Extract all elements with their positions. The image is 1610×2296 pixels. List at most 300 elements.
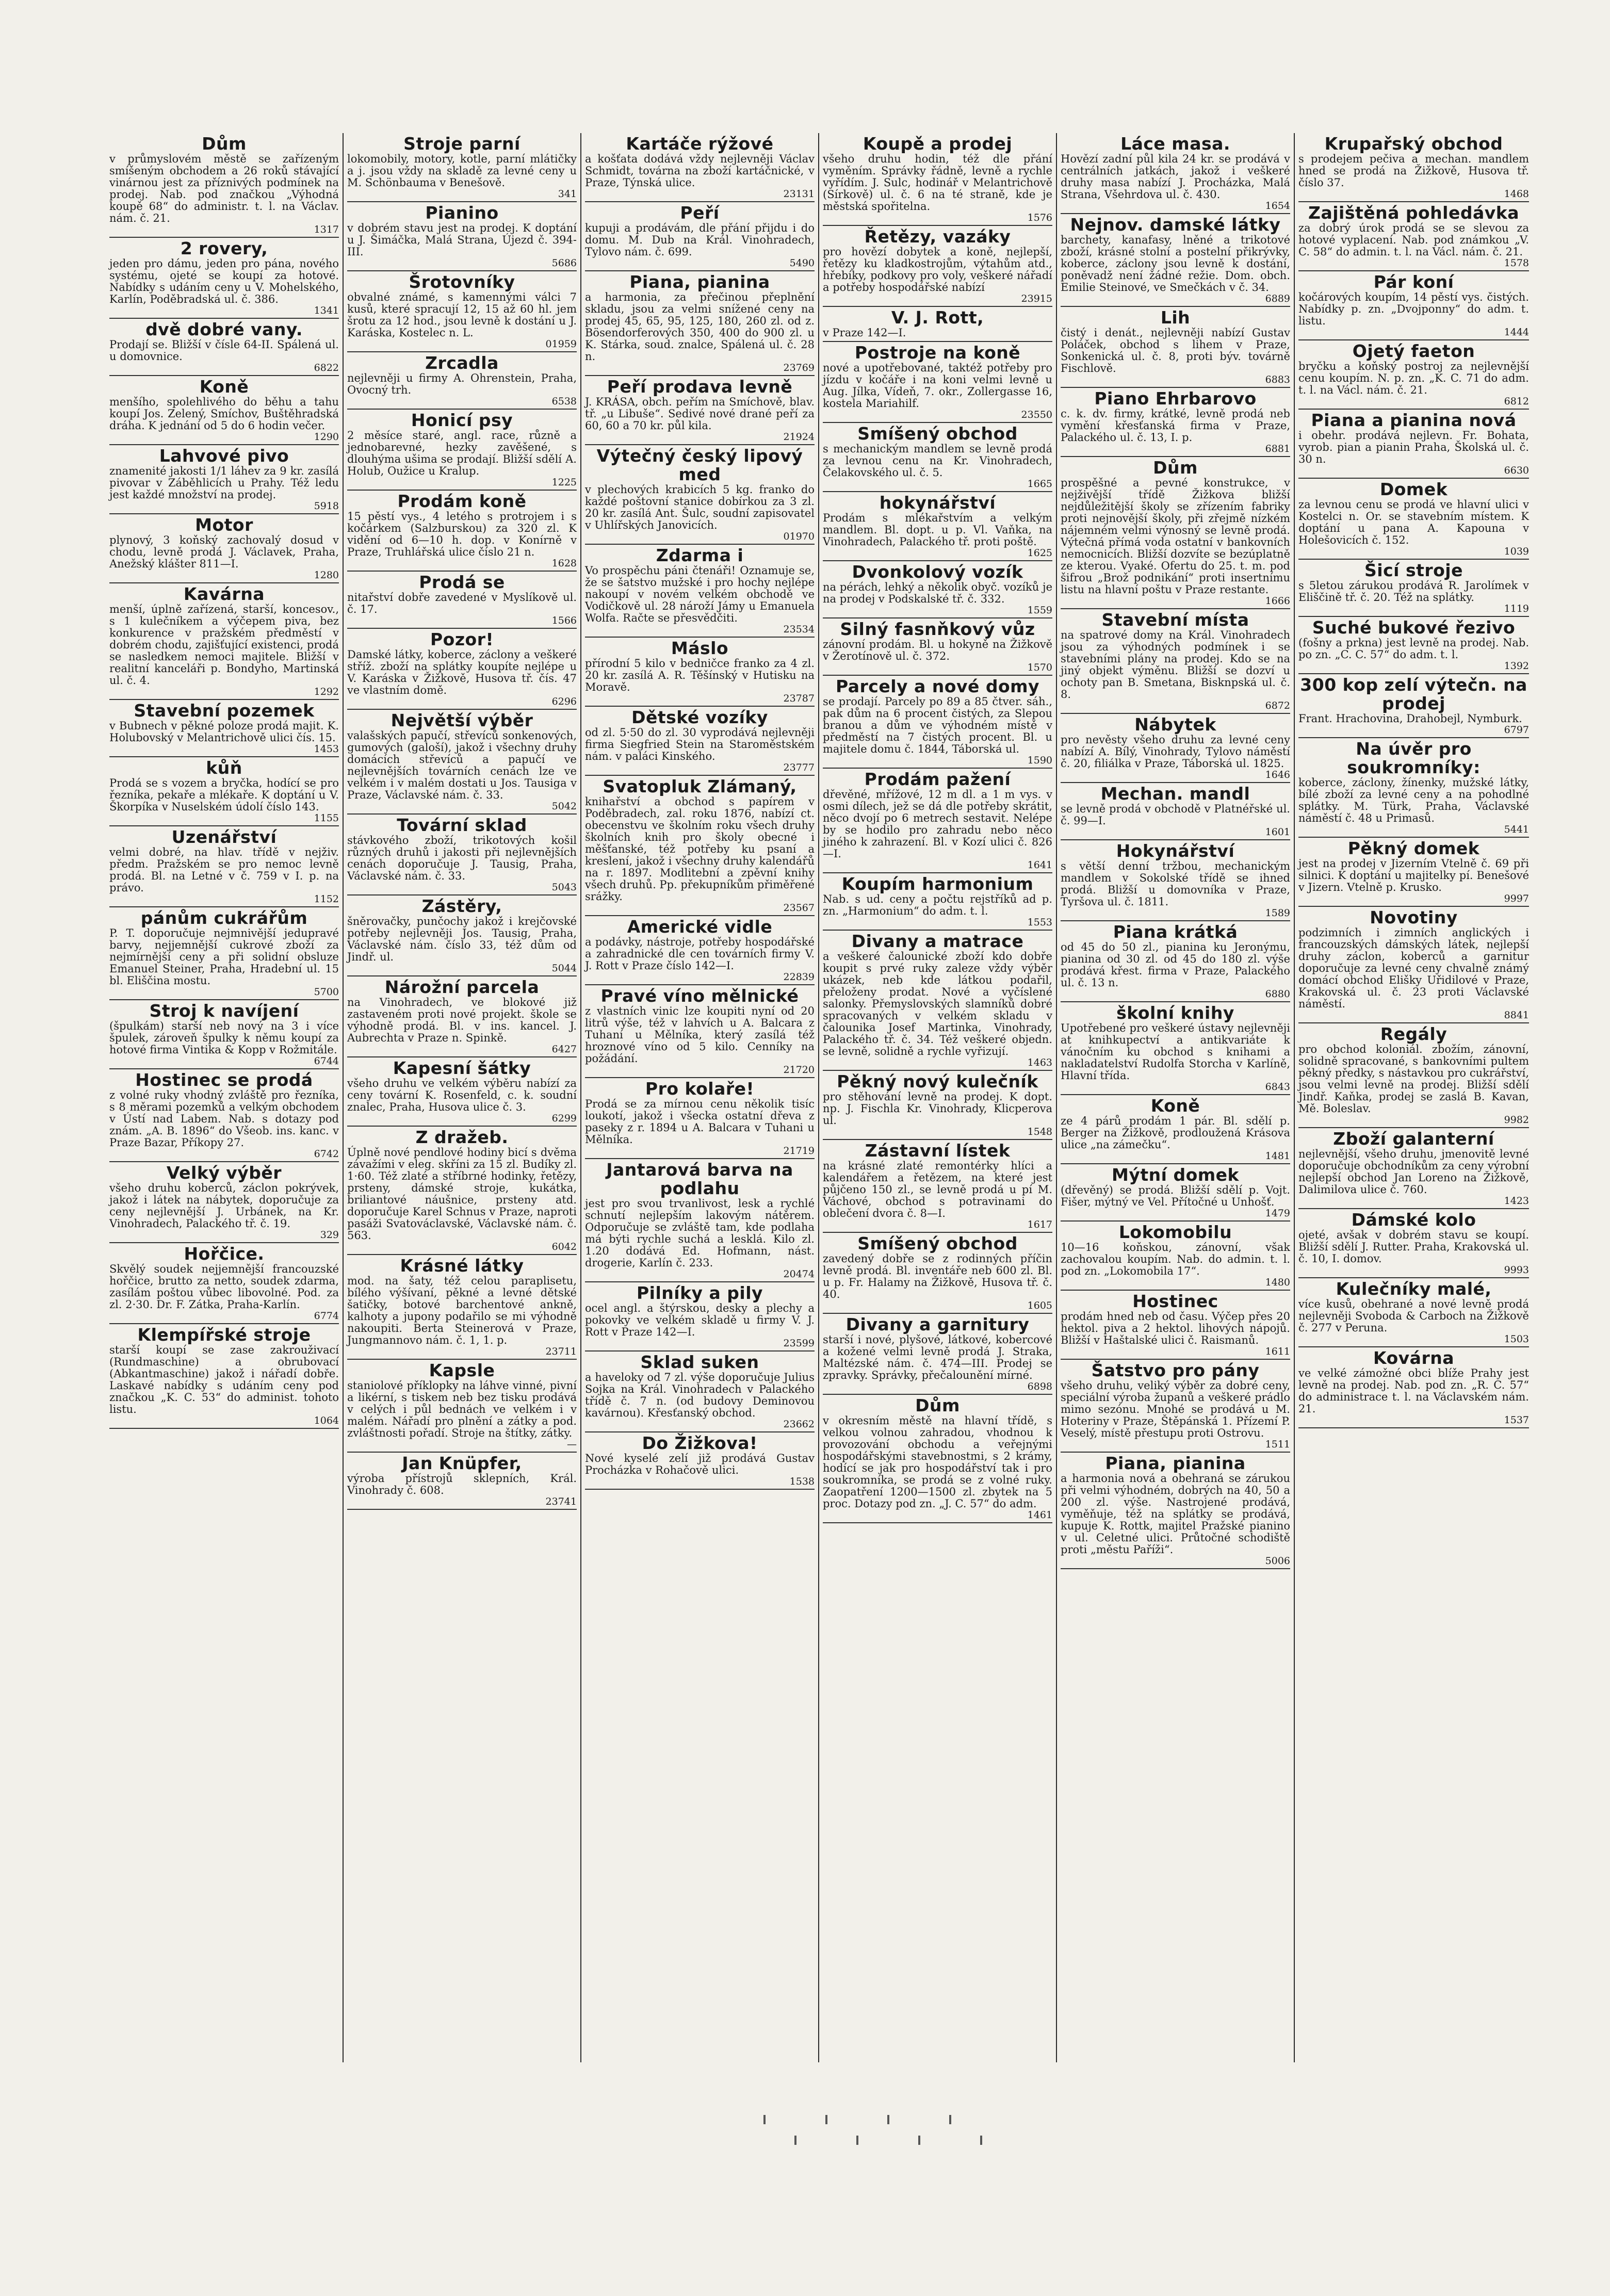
ad-body: nitařství dobře zavedené v Myslíkově ul. č. 17. <box>347 591 577 615</box>
classified-ad <box>1298 410 1529 479</box>
ad-number: 6774 <box>314 1310 339 1322</box>
bottom-scan-marks <box>763 2115 1073 2218</box>
ad-body: výroba přístrojů sklepních, Král. Vinohrady č. 608. <box>347 1472 577 1496</box>
ad-body: (dřevěný) se prodá. Bližší sdělí p. Vojt. Fišer, mýtný ve Vel. Přítočné u Unhošť. <box>1061 1184 1290 1208</box>
ad-number: 1601 <box>1265 826 1290 838</box>
classified-ad <box>109 583 339 700</box>
ad-body: Prodá se za mírnou cenu několik tisíc loukotí, jakož i všecka ostatní dřeva z paseky z r. 1894 u A. Balcara v Tuhani u Mělníka. <box>585 1098 815 1146</box>
ad-number: 22839 <box>783 971 815 983</box>
ad-body: v průmyslovém městě se zařízeným smíšeným obchodem a 26 roků stávající vinárnou jest za příznivých podmínek na prodej. Nab. pod značkou „Výhodná koupě 68“ do administr. t. l. na Václav. nám. č. 21. <box>109 153 339 224</box>
ad-body: ocel angl. a štýrskou, desky a plechy a pokovky ve velkém skladě u firmy V. J. Rott v Praze 142—I. <box>585 1302 815 1338</box>
ad-title: Piana a pianina nová <box>1311 410 1517 430</box>
ad-title: Jantarová barva na podlahu <box>606 1160 793 1198</box>
ad-title: Výtečný český lipový med <box>596 446 803 484</box>
ad-title: Dětské vozíky <box>631 707 768 727</box>
ad-number: 6299 <box>551 1113 577 1124</box>
ad-number: 23599 <box>783 1338 815 1349</box>
ad-body: Damské látky, koberce, záclony a veškeré stříž. zboží na splátky koupíte nejlépe u V. Karáska v Žižkově, Husova tř. čís. 47 ve vlastním domě. <box>347 648 577 696</box>
ad-title: Stroj k navíjení <box>149 1001 299 1021</box>
ad-body: 10—16 koňskou, zánovní, však zachovalou koupím. Nab. do admin. t. l. pod zn. „Lokomobila 17“. <box>1061 1241 1290 1277</box>
advertisement-columns <box>106 133 1534 2062</box>
classified-ad <box>347 1127 577 1255</box>
ad-number: 1576 <box>1027 212 1052 223</box>
ad-number: 1641 <box>1027 859 1052 871</box>
classified-ad <box>1298 1128 1529 1209</box>
ad-title: V. J. Rott, <box>891 307 984 328</box>
ad-body: s 5letou zárukou prodává R. Jarolímek v Eliščině tř. č. 20. Též na splátky. <box>1298 579 1529 604</box>
ad-body: ve velké zámožné obci blíže Prahy jest levně na prodej. Nab. pod zn. „R. C. 57“ do administrace t. l. na Václavském nám. 21. <box>1298 1367 1529 1415</box>
ad-title: Honicí psy <box>411 410 513 430</box>
ad-title: Pianino <box>425 203 499 223</box>
classified-ad <box>823 1233 1052 1314</box>
classified-ad <box>109 1162 339 1243</box>
ad-number: 5490 <box>789 257 815 269</box>
classified-ad <box>1061 307 1290 388</box>
ad-number: 1538 <box>789 1476 815 1487</box>
ad-title: Šicí stroje <box>1364 560 1463 580</box>
ad-body: na spatrové domy na Král. Vinohradech jsou za výhodných podmínek i se stavebními plány na prodej. Kdo se na jiný objekt výměnu. Bližší se dozví u ochoty pan B. Smetana, Bisknpská ul. č. 8. <box>1061 629 1290 701</box>
classified-ad <box>109 826 339 907</box>
scan-mark <box>825 2115 827 2124</box>
ad-title: školní knihy <box>1116 1003 1234 1023</box>
ad-number: 1292 <box>314 686 339 697</box>
ad-title: Hostinec <box>1132 1291 1218 1311</box>
ad-title: Kulečníky malé, <box>1336 1279 1492 1299</box>
ad-body: Vo prospěchu páni čtenáři! Oznamuje se, že se šatstvo mužské i pro hochy nejlépe nakoupí v novém velkém obchodě ve Vodičkově ul. 28 nároží Jámy u Emanuela Wolfa. Račte se přesvědčiti. <box>585 564 815 624</box>
classified-ad <box>1298 838 1529 907</box>
ad-number: 1566 <box>551 615 577 626</box>
classified-ad <box>1061 1095 1290 1164</box>
ad-title: Zdarma i <box>656 545 744 565</box>
classified-ad <box>585 1078 815 1159</box>
ad-number: 341 <box>558 188 577 200</box>
ad-body: všeho druhu ve velkém výběru nabízí za ceny tovární K. Rosenfeld, c. k. soudní znalec, Praha, Husova ulice č. 3. <box>347 1077 577 1113</box>
ad-title: Mýtní domek <box>1112 1165 1239 1185</box>
ad-body: koberce, záclony, žínenky, mužské látky, bílé zboží za levné ceny a na pohodlné splátky. M. Türk, Praha, Václavské náměstí č. 48 u Primasů. <box>1298 776 1529 824</box>
ad-title: Silný fasnňkový vůz <box>840 619 1035 639</box>
ad-title: dvě dobré vany. <box>145 319 303 339</box>
ad-title: Řetězy, vazáky <box>864 226 1011 247</box>
ad-number: 6296 <box>551 696 577 707</box>
ad-title: Láce masa. <box>1120 134 1230 154</box>
ad-number: 1481 <box>1265 1150 1290 1162</box>
ad-title: Motor <box>195 515 253 535</box>
ad-title: Piana, pianina <box>1105 1453 1246 1473</box>
classified-ad <box>1061 1222 1290 1291</box>
ad-number: 1444 <box>1504 327 1529 338</box>
classified-ad <box>585 1282 815 1351</box>
ad-number: 23741 <box>545 1496 577 1507</box>
ad-number: 5918 <box>314 500 339 512</box>
ad-number: 21719 <box>783 1145 815 1157</box>
ad-number: 1423 <box>1504 1195 1529 1207</box>
classified-ad <box>347 710 577 815</box>
ad-number: 1317 <box>314 224 339 235</box>
ad-number: 1155 <box>314 812 339 824</box>
ad-number: 1548 <box>1027 1126 1052 1137</box>
ad-body: Frant. Hrachovina, Drahobejl, Nymburk. <box>1298 712 1522 725</box>
classified-ad <box>823 1071 1052 1140</box>
ad-body: valašských papučí, střevíců sonkenových, gumových (galoší), jakož i všechny druhy domácích střevíců a papučí ve nejlevnějších továrních cenách lze ve velkém i v malém dostati u Jos. Tausiga v Praze, Václavské nám. č. 33. <box>347 729 577 801</box>
classified-ad <box>1298 617 1529 674</box>
ad-number: 20474 <box>783 1268 815 1280</box>
ad-body: v okresním městě na hlavní třídě, s velkou volnou zahradou, vhodnou k provozování obchodu a veřejnými hospodářskými stavebnostmi, s 2 krámy, hodící se jak pro hospodářství tak i pro soukromníka, se prodá se z volné ruky. Zaopatření 1200—1500 zl. zbytek na 5 proc. Dotazy pod zn. „J. C. 57“ do adm. <box>823 1414 1052 1510</box>
ad-number: 21720 <box>783 1064 815 1076</box>
ad-title: Stroje parní <box>403 134 521 154</box>
ad-title: Koupím harmonium <box>841 874 1034 894</box>
ad-title: Domek <box>1379 479 1448 499</box>
ad-number: 1559 <box>1027 605 1052 616</box>
classified-ad <box>347 572 577 629</box>
ad-body: obvalné známé, s kamennými válci 7 kusů, které spracují 12, 15 až 60 hl. jem šrotu za 12 hod., jsou levně k dostání u J. Karáska, Kostelec n. L. <box>347 291 577 339</box>
ad-number: 1646 <box>1265 769 1290 780</box>
ad-title: pánům cukrářům <box>140 908 308 928</box>
classified-ad <box>585 916 815 985</box>
ad-body: i obehr. prodává nejlevn. Fr. Bohata, vyrob. pian a pianin Praha, Školská ul. č. 30 n. <box>1298 429 1529 465</box>
ad-number: 6872 <box>1265 700 1290 711</box>
ad-body: 2 měsíce staré, angl. race, různě a jednobarevné, hezky zavěšené, s dlouhýma ušima se prodají. Bližší sdělí A. Holub, Oužice u Kralup. <box>347 429 577 477</box>
ad-number: 23662 <box>783 1419 815 1430</box>
classified-ad <box>585 707 815 776</box>
classified-ad <box>1298 1347 1529 1428</box>
classified-ad <box>1061 214 1290 307</box>
classified-ad <box>585 545 815 638</box>
ad-number: 6630 <box>1504 465 1529 476</box>
ad-title: Jan Knüpfer, <box>402 1453 522 1473</box>
classified-ad <box>347 1255 577 1360</box>
ad-body: více kusů, obehrané a nové levně prodá nejlevněji Svoboda & Carboch na Žižkově č. 277 v Peruna. <box>1298 1298 1529 1334</box>
ad-body: ze 4 párů prodám 1 pár. Bl. sdělí p. Berger na Žižkově, prodloužená Krásova ulice „na zámečku“. <box>1061 1115 1290 1151</box>
ad-body: jest pro svou trvanlivost, lesk a rychlé schnutí nejlepším lakovým nátěrem. Odporučuje se zvláště tam, kde podlaha má býti rychle suchá a lesklá. Kilo zl. 1.20 dodává Ed. Hofmann, nást. drogerie, Karlín č. 233. <box>585 1197 815 1269</box>
classified-ad <box>1061 1453 1290 1569</box>
classified-ad <box>823 226 1052 307</box>
classified-ad <box>1298 479 1529 560</box>
classified-ad <box>109 700 339 757</box>
ad-body: všeho druhu koberců, záclon pokrývek, jakož i látek na nábytek, doporučuje za ceny nejlevnější J. Urbánek, na Kr. Vinohradech, Palackého tř. č. 19. <box>109 1182 339 1230</box>
ad-body: se prodají. Parcely po 89 a 85 čtver. sáh., pak dům na 6 procent čistých, za Slepou branou a dům ve výhodném místě v předměstí na 7 čistých procent. Bl. u majitele domu č. 1844, Táborská ul. <box>823 695 1052 755</box>
ad-body: Nab. s ud. ceny a počtu rejstříků ad p. zn. „Harmonium“ do adm. t. l. <box>823 893 1052 917</box>
ad-number: 5042 <box>551 801 577 812</box>
ad-title: Největší výběr <box>391 710 533 730</box>
classified-ad <box>1061 1164 1290 1222</box>
ad-title: Kartáče rýžové <box>626 134 774 154</box>
ad-number: 1468 <box>1504 188 1529 200</box>
ad-title: Pro kolaře! <box>645 1079 755 1099</box>
classified-ad <box>823 1314 1052 1395</box>
classified-ad <box>109 1000 339 1069</box>
ad-title: Suché bukové řezivo <box>1312 617 1516 638</box>
ad-number: 23550 <box>1021 409 1052 420</box>
classified-ad <box>823 561 1052 618</box>
ad-title: Krásné látky <box>400 1256 524 1276</box>
ad-body: pro hovězí dobytek a koně, nejlepší, řetězy ku kladkostrojům, výtahům atd., hřebíky, podkovy pro voly, veškeré nářadí a potřeby hospodářské nabízí <box>823 246 1052 294</box>
classified-ad <box>109 319 339 376</box>
classified-ad <box>1298 560 1529 617</box>
classified-ad <box>1298 271 1529 340</box>
ad-body: na pérách, lehký a několik obyč. vozíků je na prodej v Podskalské tř. č. 332. <box>823 581 1052 605</box>
classified-ad <box>109 907 339 1000</box>
ad-body: prospěšné a pevné konstrukce, v nejživější třídě Žižkova bližší nejdůležitější školy se zřízením fabriky proti nejnovější školy, při zřejmě nízkém nájemném velmi výnosný se levně prodá. Výtečná přímá voda ostatní v bankovních nemocnicích. Bližší dozvíte se bezúplatně ze kterou. Vyaké. Ofertu do 25. t. m. pod šifrou „Brož podnikání“ proti insertnímu listu na hlavní poštu v Praze restante. <box>1061 477 1290 596</box>
ad-number: 23534 <box>783 624 815 635</box>
ad-body: pro nevěsty všeho druhu za levné ceny nabízí A. Bílý, Vinohrady, Tylovo náměstí č. 20, filiálka v Praze, Táborská ul. 1825. <box>1061 734 1290 770</box>
classified-ad <box>347 271 577 352</box>
ad-number: 6880 <box>1265 988 1290 1000</box>
classified-ad <box>823 1395 1052 1523</box>
classified-ad <box>347 976 577 1057</box>
ad-title: Tovární sklad <box>397 815 527 835</box>
ad-body: nejlevněji u firmy A. Ohrenstein, Praha, Ovocný trh. <box>347 372 577 396</box>
ad-number: 1511 <box>1265 1439 1290 1450</box>
classified-ad <box>347 629 577 710</box>
classified-ad <box>585 1351 815 1432</box>
classified-ad <box>1061 457 1290 609</box>
classified-ad <box>1298 340 1529 410</box>
classified-ad <box>109 1069 339 1162</box>
ad-body: menšího, spolehlivého do běhu a tahu koupí Jos. Zelený, Smíchov, Buštěhradská dráha. K jednání od 5 do 6 hodin večer. <box>109 396 339 432</box>
ad-number: 23769 <box>783 362 815 373</box>
scan-mark <box>949 2115 951 2124</box>
ad-title: Hokynářství <box>1116 841 1235 861</box>
scan-mark <box>918 2136 920 2145</box>
ad-number: 6883 <box>1265 374 1290 385</box>
ad-title: Zástěry, <box>421 896 502 916</box>
ad-number: 1480 <box>1265 1277 1290 1288</box>
classified-ad <box>823 423 1052 492</box>
ad-title: Pěkný nový kulečník <box>837 1071 1038 1092</box>
ad-number: 23711 <box>545 1346 577 1357</box>
classified-ad <box>1061 388 1290 457</box>
ad-title: Krupařský obchod <box>1324 134 1503 154</box>
ad-number: — <box>567 1439 577 1450</box>
ad-body: P. T. doporučuje nejmnivější jedupravé barvy, nejjemnější cukrové zboží za nejmírnější ceny a při solidní obsluze Emanuel Steiner, Praha, Hradební ul. 15 bl. Eliščina mostu. <box>109 927 339 987</box>
ad-number: 9982 <box>1504 1114 1529 1126</box>
ad-body: jeden pro dámu, jeden pro pána, nového systému, ojeté se koupí za hotové. Nabídky s udáním ceny u V. Mohelského, Karlín, Poděbradská ul. č. 386. <box>109 257 339 305</box>
classified-ad <box>823 873 1052 931</box>
classified-ad <box>823 1140 1052 1233</box>
ad-body: od zl. 5·50 do zl. 30 vyprodává nejlevněji firma Siegfried Stein na Staroměstském nám. v paláci Kinského. <box>585 726 815 762</box>
ad-body: Skvělý soudek nejjemnější francouzské hořčice, brutto za netto, soudek zdarma, zasílám poštou vůbec libovolné. Pod. za zl. 2·30. Dr. F. Zátka, Praha-Karlín. <box>109 1263 339 1311</box>
classified-ad <box>1298 1209 1529 1278</box>
classified-ad <box>585 376 815 445</box>
ad-body: lokomobily, motory, kotle, parní mlátičky a j. jsou vždy na skladě za levné ceny u M. Schönbauma v Benešově. <box>347 153 577 189</box>
ad-title: Parcely a nové domy <box>835 676 1040 696</box>
ad-number: 6889 <box>1265 293 1290 304</box>
classified-ad <box>1061 1002 1290 1095</box>
ad-number: 1463 <box>1027 1057 1052 1068</box>
ad-title: Koně <box>1150 1096 1200 1116</box>
ad-title: Svatopluk Zlámaný, <box>603 776 797 796</box>
ad-title: Máslo <box>671 638 729 658</box>
ad-title: Prodá se <box>419 572 505 592</box>
ad-body: a harmonia nová a obehraná se zárukou při velmi výhodném, dobrých na 40, 50 a 200 zl. výše. Nastrojené prodává, vyměňuje, též na splátky se prodává, kupuje K. Rottk, majitel Pražské pianino v ul. Celetné ulici. Průtočné schodiště proti „městu Paříži“. <box>1061 1472 1290 1556</box>
ad-body: Úplně nové pendlové hodiny bicí s dvěma závažími v eleg. skříni za 15 zl. Budíky zl. 1·60. Též zlaté a stříbrné hodinky, řetězy, prsteny, dámské stroje, kukátka, briliantové náušnice, prsteny atd. doporučuje Karel Schnus v Praze, naproti pasáži Svatováclavské, Václavské nám. č. 563. <box>347 1146 577 1242</box>
ad-number: 1479 <box>1265 1208 1290 1219</box>
ad-number: 1553 <box>1027 917 1052 928</box>
classified-ad <box>585 985 815 1078</box>
ad-number: 23567 <box>783 902 815 914</box>
ad-title: Šrotovníky <box>409 272 515 292</box>
ad-number: 1225 <box>551 477 577 488</box>
ad-body: zánovní prodám. Bl. u hokyně na Žižkově v Žerotínově ul. č. 372. <box>823 638 1052 662</box>
ad-title: Zboží galanterní <box>1333 1129 1494 1149</box>
ad-number: 1617 <box>1027 1219 1052 1230</box>
ad-body: znamenité jakosti 1/1 láhev za 9 kr. zasílá pivovar v Záběhlicích u Prahy. Též ledu jest každé množství na prodej. <box>109 465 339 501</box>
classified-ad <box>347 815 577 895</box>
ad-column-3 <box>581 133 819 2062</box>
classified-ad <box>1298 202 1529 271</box>
ad-number: 1589 <box>1265 907 1290 919</box>
ad-body: kupuji a prodávám, dle přání přijdu i do domu. M. Dub na Král. Vinohradech, Tylovo nám. č. 699. <box>585 222 815 258</box>
ad-body: v dobrém stavu jest na prodej. K doptání u J. Šimáčka, Malá Strana, Újezd č. 394-III. <box>347 222 577 258</box>
ad-body: starší koupí se zase zakrouživací (Rundmaschine) a obrubovací (Abkantmaschine) jakož i nářadí dobře. Laskavé nabídky s udáním ceny pod značkou „K. C. 53“ do administ. tohoto listu. <box>109 1344 339 1415</box>
ad-number: 6898 <box>1027 1381 1052 1392</box>
ad-number: 1392 <box>1504 660 1529 672</box>
classified-ad <box>1061 840 1290 921</box>
ad-number: 6427 <box>551 1044 577 1055</box>
ad-number: 1537 <box>1504 1414 1529 1426</box>
classified-ad <box>585 271 815 376</box>
ad-title: Lahvové pivo <box>159 446 289 466</box>
ad-body: Nové kyselé zelí již prodává Gustav Procházka v Rohačově ulici. <box>585 1452 815 1476</box>
classified-ad <box>1061 1291 1290 1360</box>
ad-title: 2 rovery, <box>180 238 268 258</box>
ad-title: Dámské kolo <box>1351 1210 1476 1230</box>
ad-title: Dvonkolový vozík <box>852 562 1023 582</box>
classified-ad <box>109 1324 339 1429</box>
ad-body: knihařství a obchod s papírem v Poděbradech, zal. roku 1876, nabízí ct. obecenstvu ve školním roku všech druhy školních knih pro školy obecné i měšťanské, též potřeby ku psaní a kreslení, jakož i všechny druhy kalendářů na r. 1897. Modlitební a zpěvní knihy všech druhů. Pp. překupníkům přiměřené srážky. <box>585 795 815 903</box>
ad-number: 1570 <box>1027 662 1052 673</box>
ad-title: Kapesní šátky <box>393 1058 531 1078</box>
ad-number: 1590 <box>1027 755 1052 766</box>
classified-ad <box>823 769 1052 873</box>
ad-title: Peří prodava levně <box>607 377 793 397</box>
ad-number: 23787 <box>783 693 815 704</box>
ad-body: stávkového zboží, trikotových košil různých druhů i jakosti při nejlevnějších cenách doporučuje J. Tausig, Praha, Václavské nám. č. 33. <box>347 834 577 882</box>
ad-title: Do Žižkova! <box>642 1433 758 1453</box>
classified-ad <box>109 133 339 238</box>
ad-title: Lokomobilu <box>1118 1222 1232 1242</box>
ad-body: nové a upotřebované, taktéž potřeby pro jízdu v kočáře i na koni velmi levně u Aug. Jílka, Vídeň, 7. okr., Zollergasse 16, kostela Mariahilf. <box>823 362 1052 410</box>
ad-column-5 <box>1057 133 1295 2062</box>
ad-number: 5043 <box>551 882 577 893</box>
ad-body: z volné ruky vhodný zvláště pro řezníka, s 8 měrami pozemků a velkým obchodem v Ústí nad Labem. Nab. s dotazy pod znám. „A. B. 1896“ do Všeob. ins. kanc. v Praze Bazar, Příkopy 27. <box>109 1089 339 1149</box>
ad-title: Prodám pažení <box>864 769 1011 789</box>
ad-title: Piana, pianina <box>629 272 770 292</box>
classified-ad <box>347 1057 577 1127</box>
ad-number: 21924 <box>783 431 815 443</box>
ad-title: kůň <box>206 758 242 778</box>
ad-title: Prodám koně <box>397 491 527 511</box>
ad-number: 1628 <box>551 558 577 569</box>
ad-title: Kovárna <box>1373 1348 1454 1368</box>
ad-body: Prodají se. Bližší v čísle 64-II. Spálená ul. u domovnice. <box>109 338 339 363</box>
ad-number: 6042 <box>551 1241 577 1252</box>
ad-title: Pilníky a pily <box>636 1283 763 1303</box>
classified-ad <box>1298 674 1529 738</box>
scan-mark <box>887 2115 889 2124</box>
ad-number: 6742 <box>314 1148 339 1160</box>
ad-body: Prodá se s vozem a bryčka, hodící se pro řezníka, pekaře a mlékaře. K doptání u V. Škorpíka v Nuselském údolí číslo 143. <box>109 777 339 813</box>
ad-number: 6843 <box>1265 1081 1290 1093</box>
ad-title: Šatstvo pro pány <box>1091 1360 1260 1380</box>
classified-ad <box>585 445 815 545</box>
classified-ad <box>585 638 815 707</box>
ad-body: starší i nové, plyšové, látkové, kobercové a kožené velmi levně prodá J. Straka, Maltézské nám. č. 474—III. Prodej se zpravky. Správky, přečalounění mírné. <box>823 1333 1052 1381</box>
classified-ad <box>585 133 815 202</box>
classified-ad <box>347 352 577 410</box>
ad-number: 1039 <box>1504 546 1529 557</box>
ad-number: 1578 <box>1504 257 1529 269</box>
ad-body: za levnou cenu se prodá ve hlavní ulici v Kostelci n. Or. se stavebním místem. K doptání u pana A. Kapouna v Holešovicích č. 152. <box>1298 498 1529 546</box>
ad-body: barchety, kanafasy, lněné a trikotové zboží, krásné stolní a postelní přikrývky, koberce, záclony jsou levně k dostání, poněvadž není žádné režie. Dom. obch. Emilie Steinové, ve Smečkách v č. 34. <box>1061 234 1290 294</box>
classified-ad <box>823 618 1052 676</box>
ad-title: Stavební pozemek <box>134 701 315 721</box>
ad-title: Hostinec se prodá <box>135 1070 313 1090</box>
ad-title: Z dražeb. <box>415 1127 509 1147</box>
ad-body: zavedený dobře se z rodinných příčin levně prodá. Bl. inventáře neb 600 zl. Bl. u p. Fr. Halamy na Žižkově, Husova tř. č. 40. <box>823 1252 1052 1300</box>
ad-title: Dům <box>202 134 247 154</box>
classified-ad <box>1061 921 1290 1002</box>
ad-body: a podávky, nástroje, potřeby hospodářské a zahradnické dle cen továrních firmy V. J. Rott v Praze číslo 142—I. <box>585 936 815 972</box>
ad-body: na krásné zlaté remontérky hlíci a kalendářem a řetězem, na které jest půjčeno 150 zl., se levně prodá u pí M. Váchové, obchod s potravinami do oblečení dvora č. 8—I. <box>823 1160 1052 1219</box>
ad-number: 1152 <box>314 893 339 905</box>
ad-body: plynový, 3 koňský zachovalý dosud v chodu, levně prodá J. Václavek, Praha, Anežský klášter 811—I. <box>109 534 339 570</box>
classified-ad <box>585 202 815 271</box>
ad-body: 15 pěstí vys., 4 letého s protrojem i s kočárkem (Salzburskou) za 320 zl. K vidění od 6—10 h. dop. v Konírně v Praze, Truhlářská ulice číslo 21 n. <box>347 510 577 558</box>
ad-number: 1503 <box>1504 1333 1529 1345</box>
ad-number: 6538 <box>551 396 577 407</box>
ad-title: hokynářství <box>879 493 996 513</box>
ad-title: Peří <box>680 203 720 223</box>
ad-body: se levně prodá v obchodě v Platnéřské ul. č. 99—I. <box>1061 803 1290 827</box>
ad-title: Divany a garnitury <box>845 1314 1030 1334</box>
ad-number: 1666 <box>1265 595 1290 607</box>
classified-ad <box>347 410 577 491</box>
ad-body: od 45 do 50 zl., pianina ku Jeronýmu, pianina od 30 zl. od 45 do 180 zl. výše prodává křest. firma v Praze, Palackého ul. č. 13 n. <box>1061 941 1290 989</box>
ad-body: velmi dobré, na hlav. třídě v nejživ. předm. Pražském se pro nemoc levně prodá. Bl. na Letné v č. 759 v I. p. na právo. <box>109 846 339 894</box>
ad-body: Upotřebené pro veškeré ústavy nejlevněji at knihkupectví a antikvariáte k vánočním ku obchod s knihami a nakladatelství Rudolfa Storcha v Karlíně, Hlavní třída. <box>1061 1022 1290 1082</box>
ad-title: Piana krátká <box>1113 922 1238 942</box>
ad-body: šněrovačky, punčochy jakož i krejčovské potřeby nejlevněji Jos. Tausig, Praha, Václavské nám. číslo 33, též dům od Jindř. ul. <box>347 915 577 963</box>
ad-title: Dům <box>915 1395 960 1415</box>
ad-body: ojeté, avšak v dobrém stavu se koupí. Bližší sdělí J. Rutter. Praha, Krakovská ul. č. 10, I. domov. <box>1298 1229 1529 1265</box>
ad-body: pro stěhování levně na prodej. K dopt. np. J. Fischla Kr. Vinohrady, Klicperova ul. <box>823 1090 1052 1127</box>
ad-number: 1461 <box>1027 1509 1052 1521</box>
ad-number: 5006 <box>1265 1555 1290 1567</box>
ad-title: Na úvěr pro soukromníky: <box>1347 739 1481 777</box>
ad-body: podzimních i zimních anglických i francouzských dámských látek, nejlepší druhy záclon, koberců a garnitur doporučuje za levné ceny chvalně známý domácí obchod Elišky Uřidilové v Praze, Krakovská ul. č. 23 proti Václavské náměstí. <box>1298 926 1529 1010</box>
ad-body: kočárových koupím, 14 pěstí vys. čistých. Nabídky p. zn. „Dvojponny“ do adm. t. listu. <box>1298 291 1529 327</box>
classified-ad <box>347 1453 577 1510</box>
ad-body: J. KRÁSA, obch. peřím na Smíchově, blav. tř. „u Libuše“. Sedivé nové drané peří za 60, 60 a 70 kr. půl kila. <box>585 396 815 432</box>
ad-body: s větší denní tržbou, mechanickým mandlem v Sokolské třídě se ihned prodá. Bližší u domovníka v Praze, Tyršova ul. č. 1811. <box>1061 860 1290 908</box>
ad-number: 1605 <box>1027 1300 1052 1311</box>
scan-mark <box>763 2115 766 2124</box>
ad-number: 01959 <box>545 338 577 350</box>
ad-body: staniolové příklopky na láhve vinné, pivní a likérní, s tiskem neb bez tisku prodává v celých i půl bednách ve velkém i v malém. Nářadí pro plnění a zátky a pod. zvláštnosti pořadí. Stroje na štítky, zátky. <box>347 1379 577 1439</box>
ad-column-1 <box>106 133 344 2062</box>
classified-ad <box>585 1159 815 1282</box>
scan-mark <box>980 2136 982 2145</box>
ad-number: 1654 <box>1265 200 1290 211</box>
classified-ad <box>109 238 339 319</box>
ad-title: Stavební místa <box>1101 610 1249 630</box>
ad-body: dřevěné, mřížové, 12 m dl. a 1 m vys. v osmi dílech, jež se dá dle potřeby skrátit, něco dvojí po 6 metrech sestavit. Nelépe by se hodilo pro zahradu nebo něco jiného k zahrazení. Bl. v Kozí ulici č. 826—I. <box>823 788 1052 860</box>
ad-body: Prodám s mlékařstvím a velkým mandlem. Bl. dopt. u p. Vl. Vaňka, na Vinohradech, Palackého tř. proti poště. <box>823 512 1052 548</box>
classified-ad <box>823 931 1052 1071</box>
ad-title: Koupě a prodej <box>863 134 1013 154</box>
ad-number: 9997 <box>1504 893 1529 904</box>
